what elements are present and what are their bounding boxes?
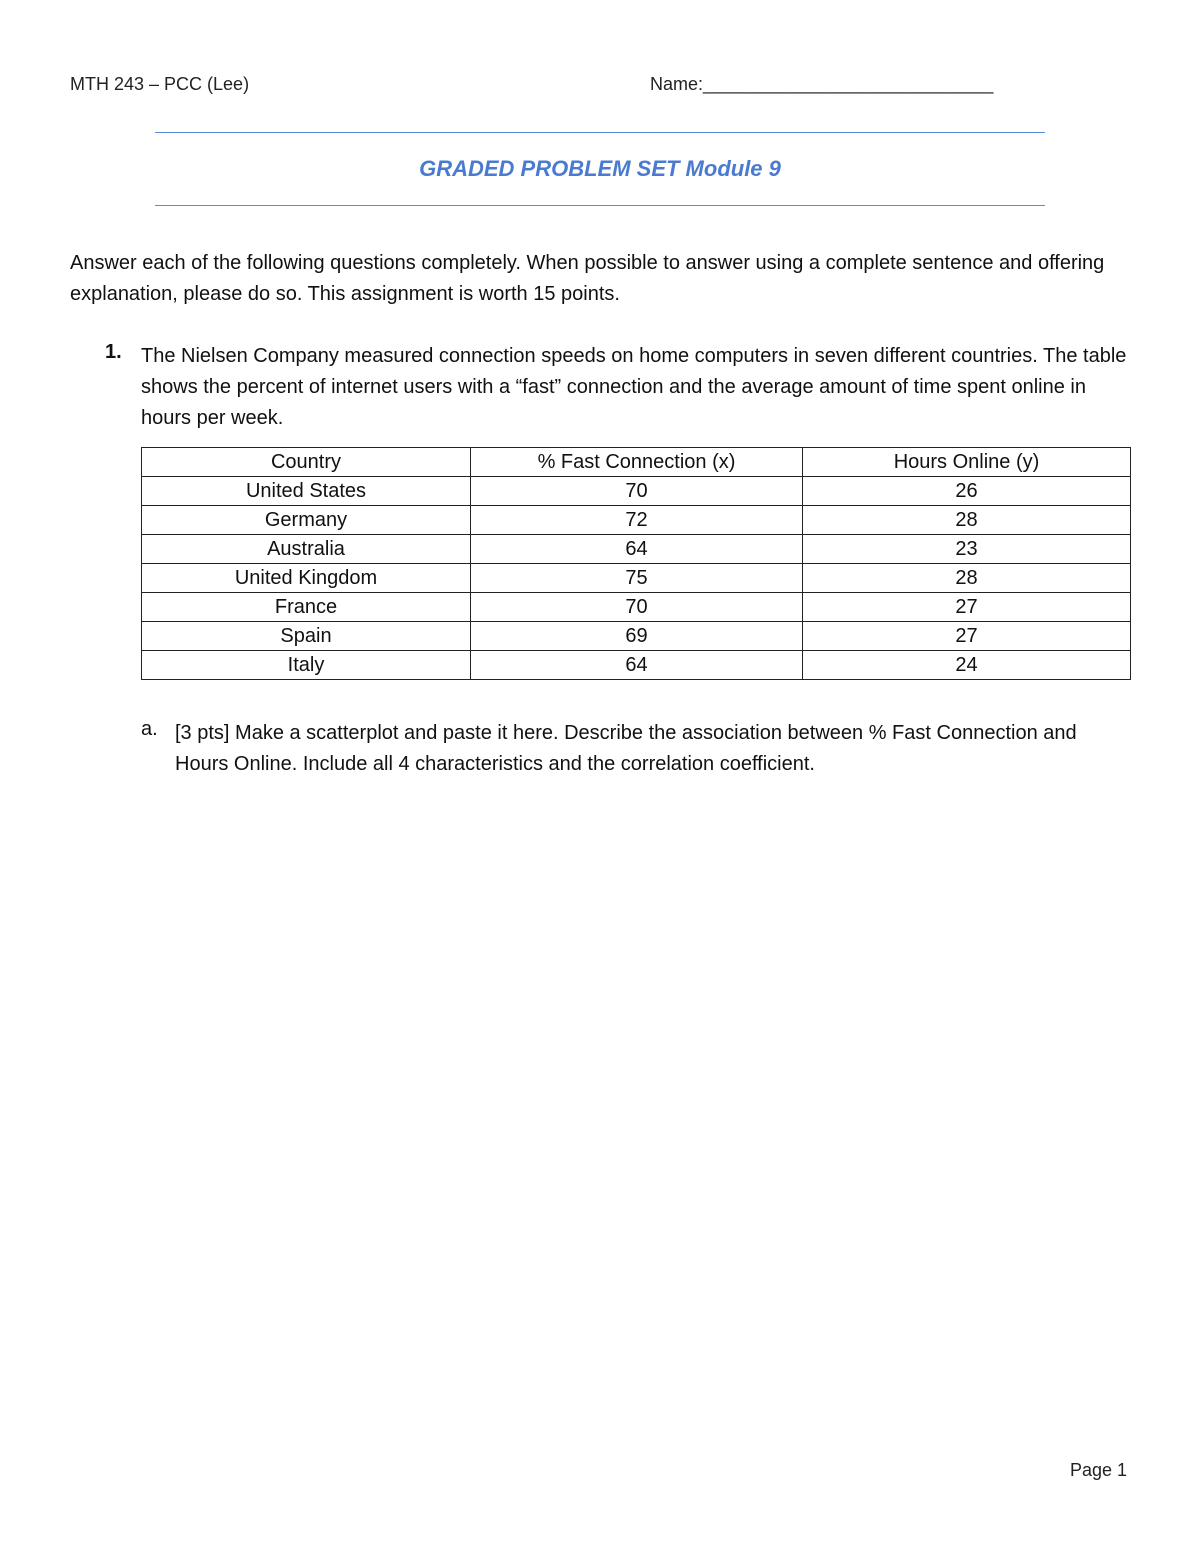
table-header-row (142, 448, 1131, 477)
hours-online-cell: 23 (803, 535, 1131, 564)
question-1-text: The Nielsen Company measured connection speeds on home computers in seven different countries. The table shows the percent of internet users with a “fast” connection and the average amount of time spent online in hours per week. (141, 345, 1127, 429)
table-row (142, 564, 1131, 593)
question-1-number: 1. (105, 341, 122, 363)
table-header-cell: % Fast Connection (x) (471, 448, 803, 477)
name-field-label: Name:_____________________________ (650, 74, 994, 94)
course-header: MTH 243 – PCC (Lee) (70, 74, 250, 94)
table-row (142, 506, 1131, 535)
table-header-cell: Hours Online (y) (803, 448, 1131, 477)
fast-connection-cell: 64 (471, 535, 803, 564)
country-cell: France (142, 593, 471, 622)
hours-online-cell: 26 (803, 477, 1131, 506)
title-rule-bottom (155, 205, 1045, 206)
country-cell: Spain (142, 622, 471, 651)
hours-online-cell: 24 (803, 651, 1131, 680)
country-cell: Germany (142, 506, 471, 535)
country-cell: United Kingdom (142, 564, 471, 593)
fast-connection-cell: 75 (471, 564, 803, 593)
data-table (141, 447, 1131, 680)
page-title: GRADED PROBLEM SET Module 9 (419, 156, 781, 181)
title-rule-top (155, 132, 1045, 133)
part-a-label: a. (141, 718, 158, 740)
part-a-text: [3 pts] Make a scatterplot and paste it here. Describe the association between % Fast Connection and Hours Online. Include all 4 characteristics and the correlation coefficient. (175, 722, 1077, 775)
fast-connection-cell: 64 (471, 651, 803, 680)
table-row (142, 651, 1131, 680)
table-row (142, 622, 1131, 651)
fast-connection-cell: 70 (471, 477, 803, 506)
country-cell: Italy (142, 651, 471, 680)
hours-online-cell: 28 (803, 564, 1131, 593)
hours-online-cell: 27 (803, 622, 1131, 651)
country-cell: United States (142, 477, 471, 506)
hours-online-cell: 27 (803, 593, 1131, 622)
table-header-cell: Country (142, 448, 471, 477)
fast-connection-cell: 72 (471, 506, 803, 535)
fast-connection-cell: 70 (471, 593, 803, 622)
table-row (142, 477, 1131, 506)
fast-connection-cell: 69 (471, 622, 803, 651)
table-row (142, 593, 1131, 622)
country-cell: Australia (142, 535, 471, 564)
instructions-paragraph: Answer each of the following questions completely. When possible to answer using a complete sentence and offering explanation, please do so. This assignment is worth 15 points. (70, 252, 1105, 305)
page-number: Page 1 (1070, 1460, 1128, 1480)
hours-online-cell: 28 (803, 506, 1131, 535)
table-row (142, 535, 1131, 564)
